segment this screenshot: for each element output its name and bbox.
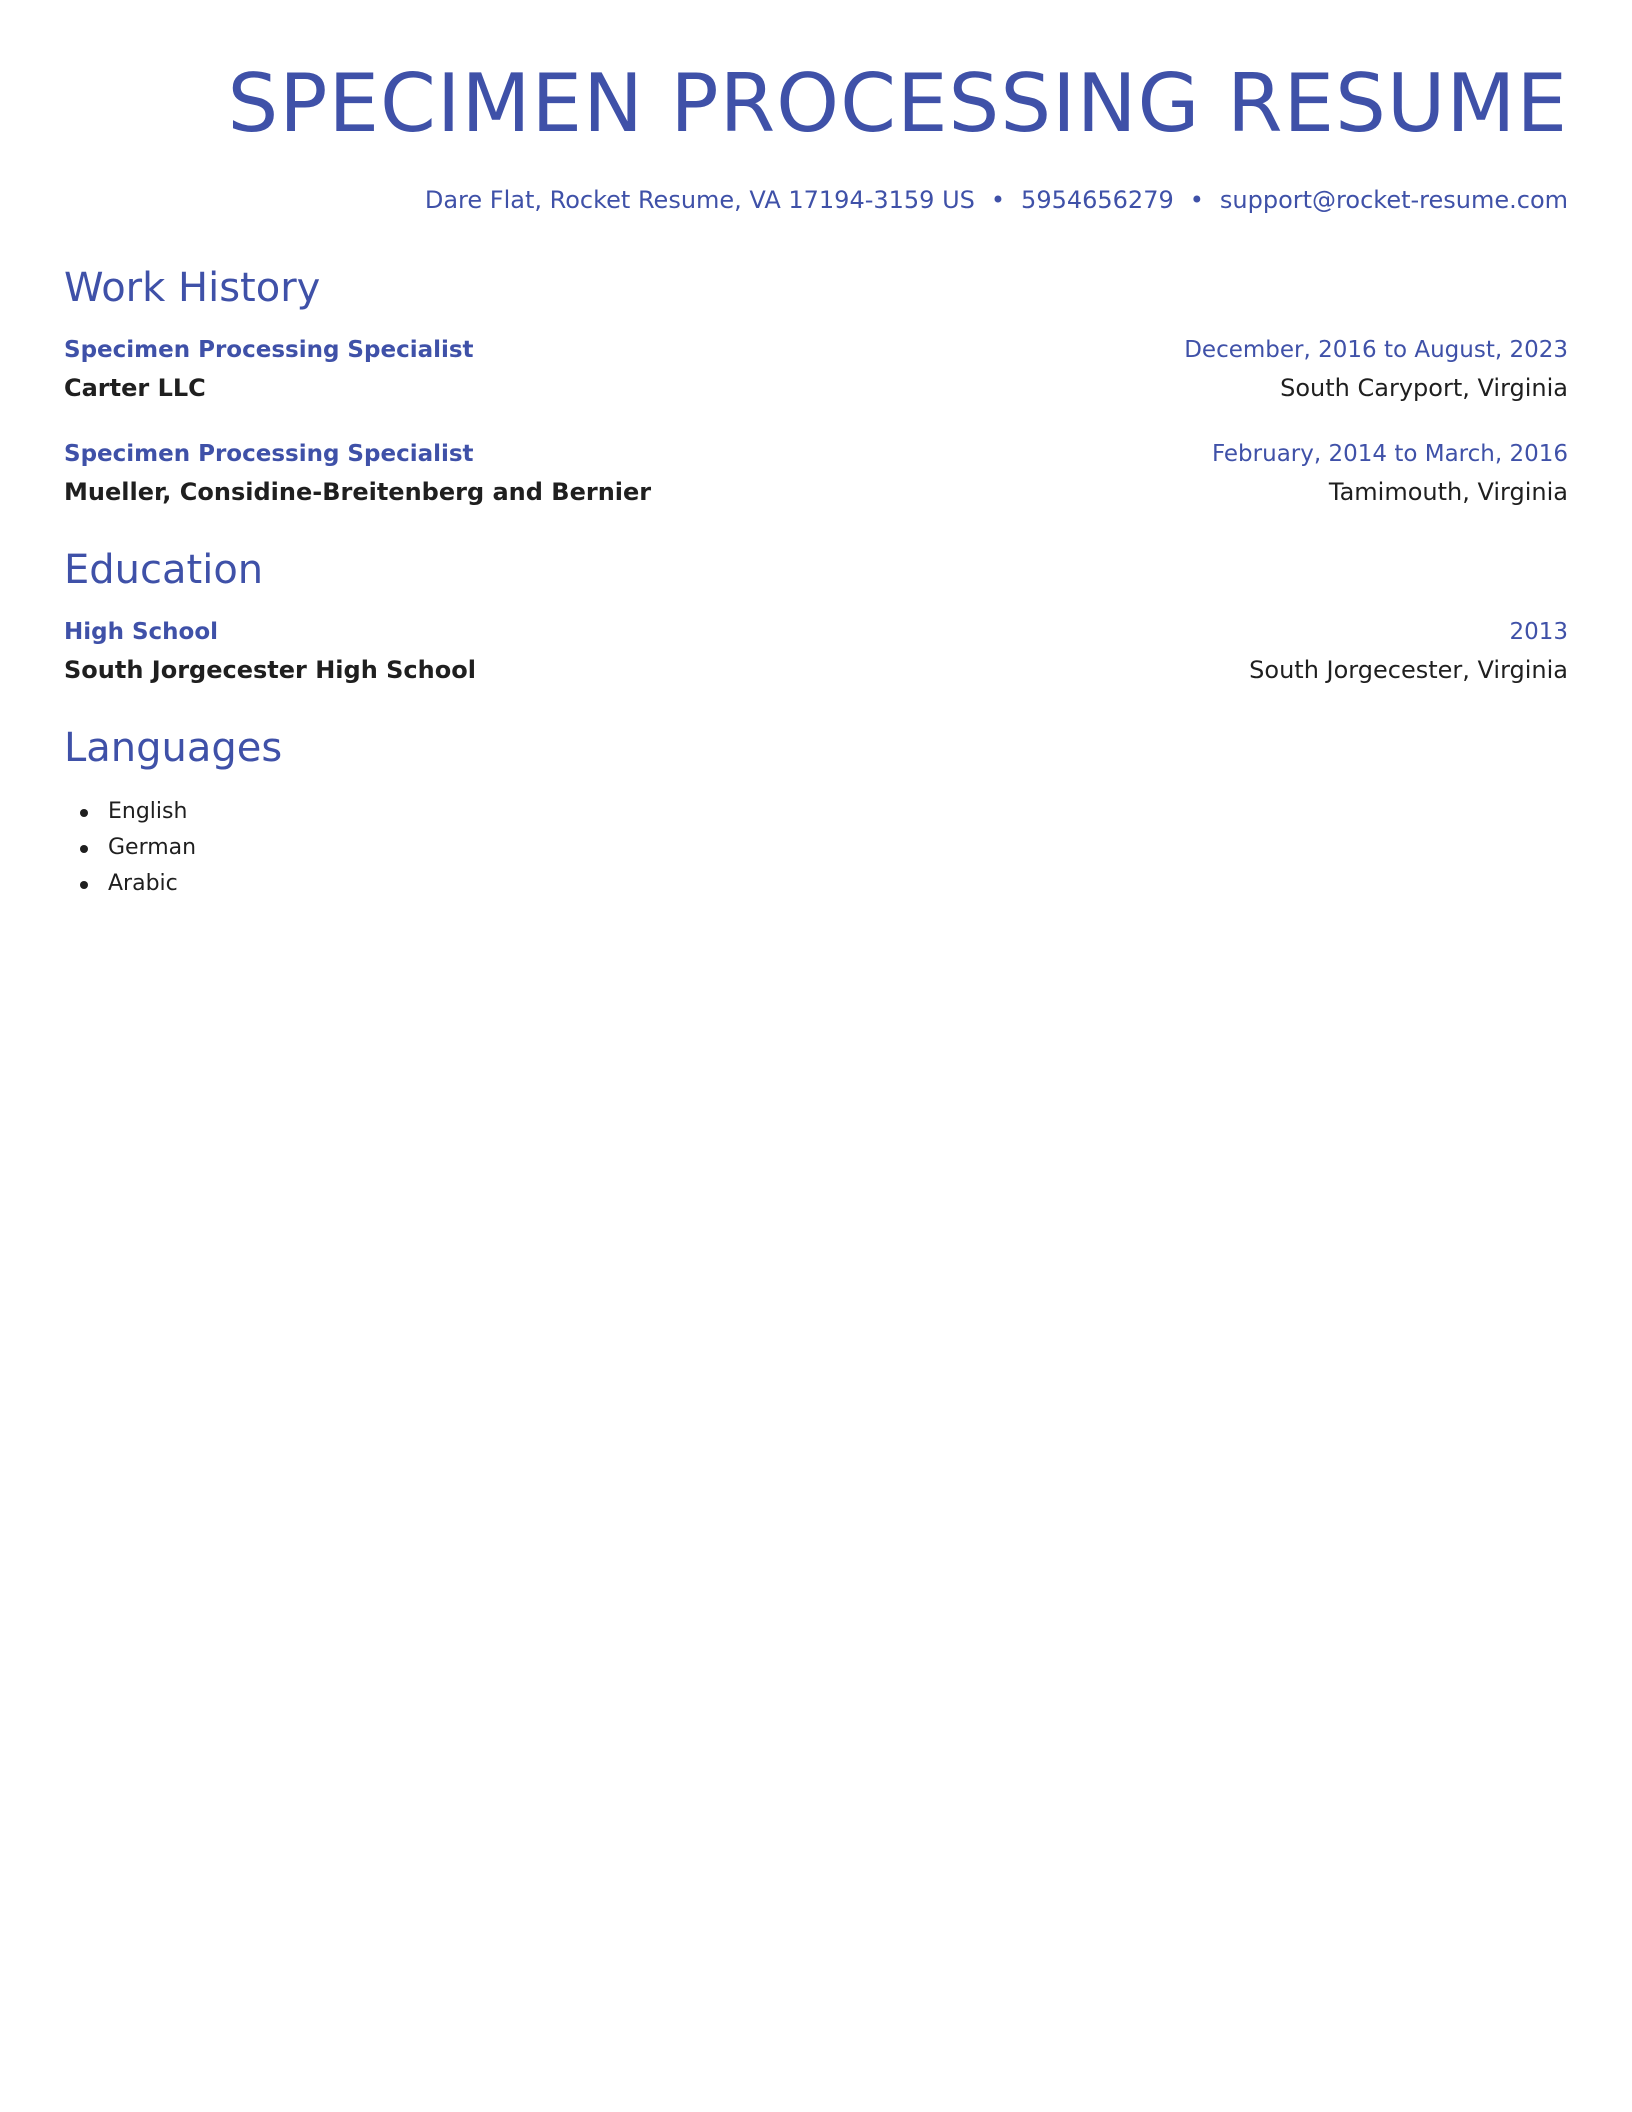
graduation-year: 2013 — [1509, 619, 1568, 645]
school-location: South Jorgecester, Virginia — [1249, 656, 1568, 684]
work-entry-header — [64, 438, 1568, 470]
education-entry — [64, 616, 1568, 686]
contact-email: support@rocket-resume.com — [1219, 186, 1568, 214]
language-label: Arabic — [108, 871, 178, 896]
bullet-icon — [80, 809, 88, 817]
language-label: English — [108, 799, 188, 824]
job-dates: December, 2016 to August, 2023 — [1184, 337, 1568, 363]
job-title: Specimen Processing Specialist — [64, 441, 474, 467]
education-entry-details — [64, 654, 1568, 686]
bullet-icon — [80, 881, 88, 889]
work-entry-details — [64, 476, 1568, 508]
section-title-work-history: Work History — [64, 265, 321, 311]
degree-name: High School — [64, 619, 219, 645]
job-dates: February, 2014 to March, 2016 — [1211, 441, 1568, 467]
education-section — [64, 546, 1568, 686]
contact-separator: • — [990, 186, 1006, 214]
section-title-languages: Languages — [64, 725, 283, 771]
contact-line — [64, 184, 1568, 216]
resume-header — [64, 0, 1568, 216]
languages-section — [64, 724, 1568, 902]
school-name: South Jorgecester High School — [64, 656, 476, 684]
language-item — [64, 866, 1568, 902]
language-label: German — [108, 835, 197, 860]
work-history-section — [64, 264, 1568, 508]
section-title-education: Education — [64, 547, 264, 593]
bullet-icon — [80, 845, 88, 853]
work-entry — [64, 438, 1568, 508]
job-location: South Caryport, Virginia — [1280, 374, 1568, 402]
job-location: Tamimouth, Virginia — [1328, 478, 1568, 506]
work-entry-header — [64, 334, 1568, 366]
job-title: Specimen Processing Specialist — [64, 337, 474, 363]
education-entry-header — [64, 616, 1568, 648]
contact-separator: • — [1189, 186, 1204, 214]
contact-address: Dare Flat, Rocket Resume, VA 17194-3159 US — [424, 186, 975, 214]
language-item — [64, 794, 1568, 830]
contact-phone: 5954656279 — [1021, 186, 1174, 214]
company-name: Carter LLC — [64, 374, 206, 402]
resume-title: SPECIMEN PROCESSING RESUME — [227, 57, 1568, 150]
languages-list — [64, 794, 1568, 902]
language-item — [64, 830, 1568, 866]
work-entry — [64, 334, 1568, 404]
work-entry-details — [64, 372, 1568, 404]
company-name: Mueller, Considine-Breitenberg and Bernier — [64, 478, 652, 506]
